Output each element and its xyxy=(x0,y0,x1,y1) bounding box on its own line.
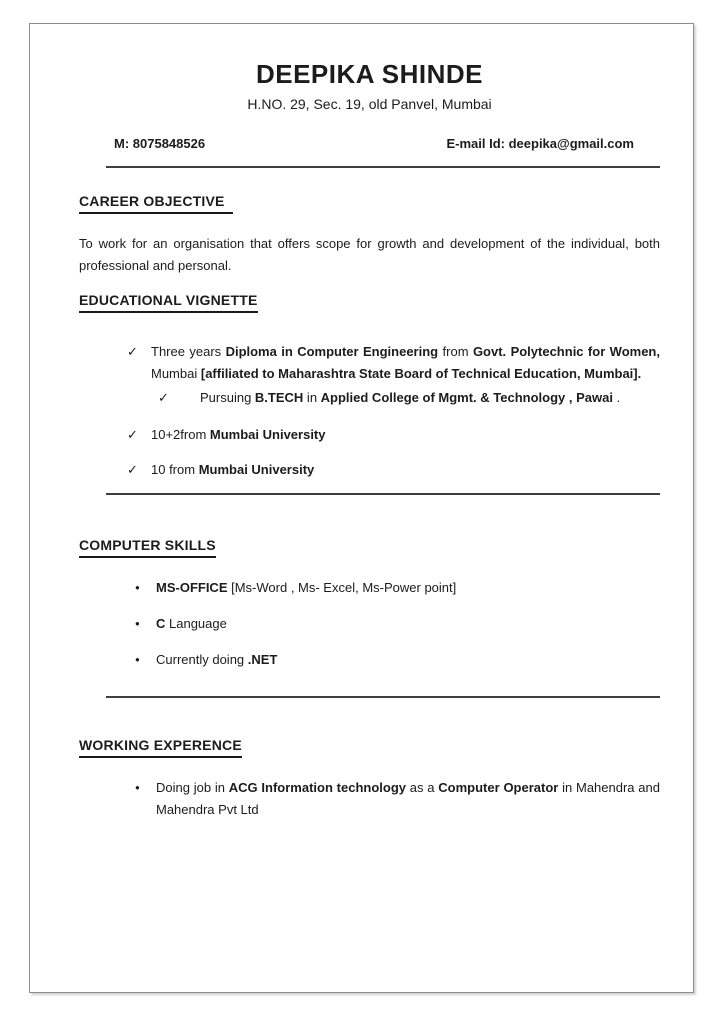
education-title: EDUCATIONAL VIGNETTE xyxy=(79,290,258,313)
skill-item-dotnet xyxy=(135,649,660,671)
computer-skills-title: COMPUTER SKILLS xyxy=(79,535,216,558)
education-item-ssc xyxy=(127,459,660,481)
section-computer-skills xyxy=(79,535,660,671)
dot-bullet-icon: ● xyxy=(135,619,140,628)
education-item-btech xyxy=(158,387,660,409)
skill-item-text: C Language xyxy=(156,616,227,631)
section-working-experience xyxy=(79,735,660,821)
contact-row xyxy=(79,134,660,153)
dot-bullet-icon: ● xyxy=(135,655,140,664)
skill-item-msoffice xyxy=(135,577,660,599)
education-item-text: Three years Diploma in Computer Engineering from Govt. Polytechnic for Women, Mumbai [affiliated to Maharashtra State Board of Technical Education, Mumbai]. xyxy=(151,344,660,381)
experience-item-acg xyxy=(135,777,660,821)
working-experience-title: WORKING EXPERENCE xyxy=(79,735,242,758)
address-line: H.NO. 29, Sec. 19, old Panvel, Mumbai xyxy=(247,96,492,112)
career-objective-title: CAREER OBJECTIVE xyxy=(79,191,233,214)
section-education xyxy=(79,290,660,481)
experience-item-text: Doing job in ACG Information technology as a Computer Operator in Mahendra and Mahendra Pvt Ltd xyxy=(156,780,660,817)
header-divider xyxy=(106,166,660,168)
mobile-number: M: 8075848526 xyxy=(114,136,206,151)
check-icon: ✓ xyxy=(127,427,138,442)
resume-name: DEEPIKA SHINDE xyxy=(255,59,484,89)
dot-bullet-icon: ● xyxy=(135,783,140,792)
check-icon: ✓ xyxy=(158,390,169,405)
career-objective-heading xyxy=(79,191,660,214)
check-icon: ✓ xyxy=(127,344,138,359)
dot-bullet-icon: ● xyxy=(135,583,140,592)
email-address: E-mail Id: deepika@gmail.com xyxy=(446,136,634,151)
section-divider-2 xyxy=(106,696,660,698)
resume-page xyxy=(29,23,694,993)
education-heading xyxy=(79,290,660,313)
education-item-diploma xyxy=(127,341,660,385)
check-icon: ✓ xyxy=(127,462,138,477)
section-divider xyxy=(106,493,660,495)
education-item-text: 10 from Mumbai University xyxy=(151,462,315,477)
education-item-hsc xyxy=(127,424,660,446)
skill-item-text: MS-OFFICE [Ms-Word , Ms- Excel, Ms-Power point] xyxy=(156,580,457,595)
working-experience-heading xyxy=(79,735,660,758)
career-objective-text: To work for an organisation that offers scope for growth and development of the individual, both professional and personal. xyxy=(79,236,660,273)
computer-skills-heading xyxy=(79,535,660,558)
skill-item-c-language xyxy=(135,613,660,635)
education-item-text: 10+2from Mumbai University xyxy=(151,427,326,442)
skill-item-text: Currently doing .NET xyxy=(156,652,278,667)
education-item-text: Pursuing B.TECH in Applied College of Mgmt. & Technology , Pawai . xyxy=(200,390,621,405)
section-career-objective xyxy=(79,191,660,277)
